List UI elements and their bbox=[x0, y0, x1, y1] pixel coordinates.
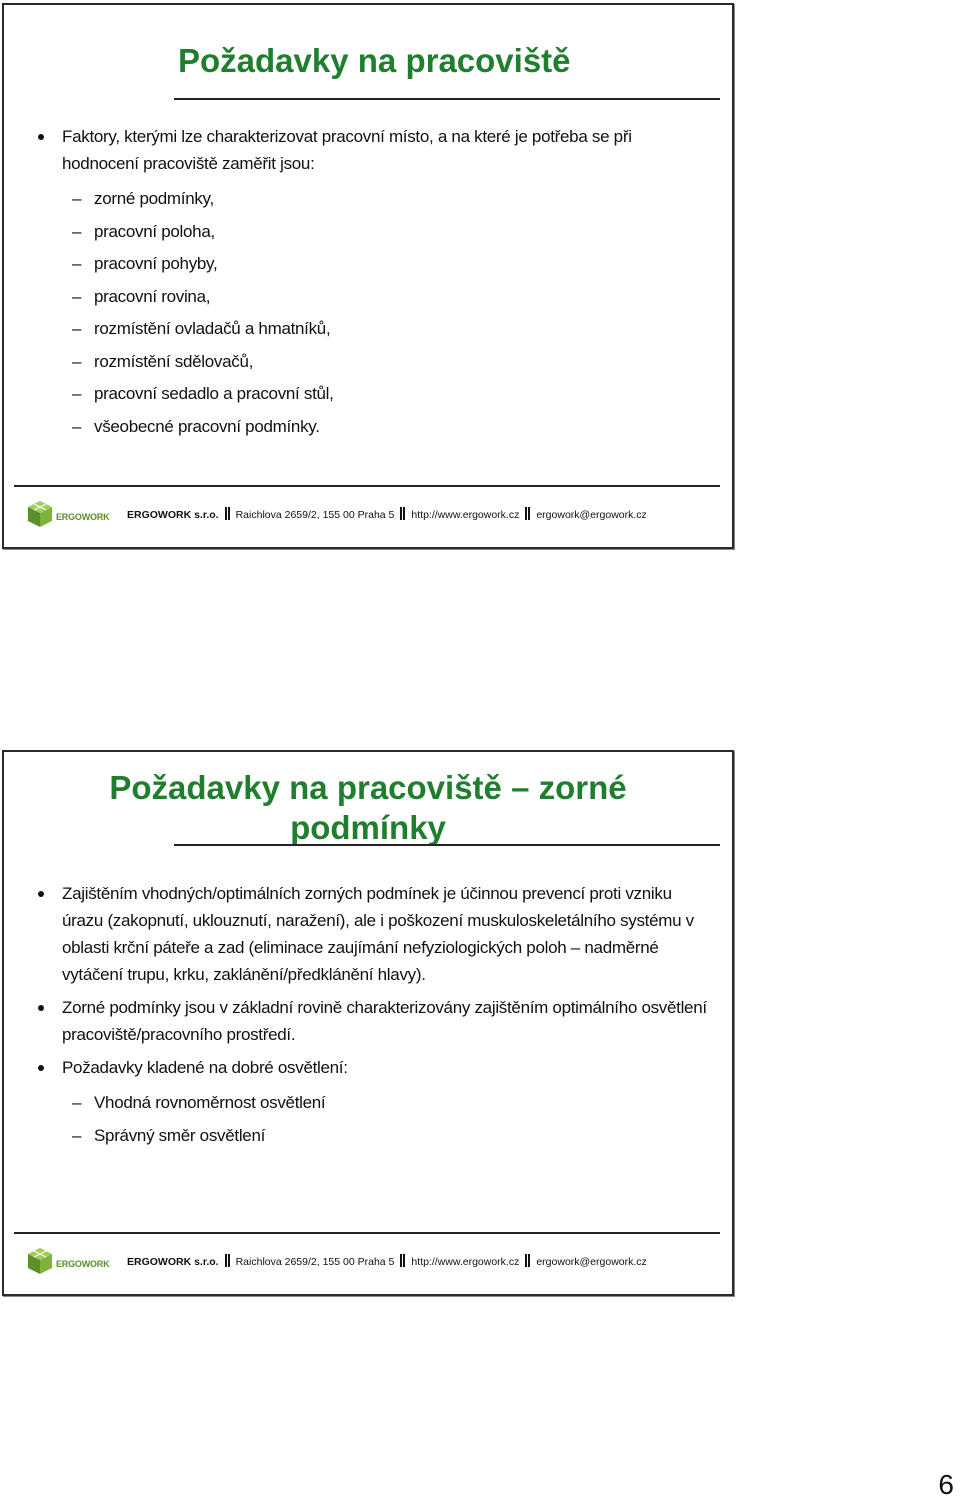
company-email: ergowork@ergowork.cz bbox=[536, 1256, 647, 1268]
ergowork-logo bbox=[26, 1246, 110, 1278]
company-name: ERGOWORK s.r.o. bbox=[127, 509, 219, 521]
slide-title: Požadavky na pracoviště bbox=[178, 42, 571, 79]
company-email: ergowork@ergowork.cz bbox=[536, 509, 647, 521]
sub-item: – Správný směr osvětlení bbox=[36, 1120, 712, 1153]
sub-item: – rozmístění ovladačů a hmatníků, bbox=[36, 313, 712, 346]
title-divider bbox=[174, 98, 720, 100]
cube-logo-icon bbox=[26, 499, 54, 529]
title-divider bbox=[174, 844, 720, 846]
sub-item: – pracovní sedadlo a pracovní stůl, bbox=[36, 378, 712, 411]
sub-item: – Vhodná rovnoměrnost osvětlení bbox=[36, 1087, 712, 1120]
slide-2 bbox=[2, 750, 734, 1296]
slide-body bbox=[36, 880, 712, 1152]
slide-title: Požadavky na pracoviště – zorné podmínky bbox=[109, 769, 627, 846]
cube-logo-icon bbox=[26, 1246, 54, 1276]
bullet-item: Požadavky kladené na dobré osvětlení: bbox=[36, 1054, 712, 1081]
slide-footer bbox=[4, 1232, 732, 1294]
logo-wordmark: ERGOWORK bbox=[56, 512, 110, 522]
sub-item: – pracovní rovina, bbox=[36, 281, 712, 314]
footer-divider bbox=[14, 1232, 720, 1234]
page-number: 6 bbox=[938, 1469, 954, 1500]
footer-contact bbox=[127, 507, 647, 521]
sub-item: – zorné podmínky, bbox=[36, 183, 712, 216]
ergowork-logo bbox=[26, 499, 110, 531]
sub-item: – rozmístění sdělovačů, bbox=[36, 346, 712, 379]
slide-1 bbox=[2, 3, 734, 549]
logo-wordmark: ERGOWORK bbox=[56, 1259, 110, 1269]
sub-item: – pracovní pohyby, bbox=[36, 248, 712, 281]
bullet-item: Zajištěním vhodných/optimálních zorných podmínek je účinnou prevencí proti vzniku úrazu (zakopnutí, uklouznutí, naražení), ale i poškození muskuloskeletálního systému v oblasti krční páteře a zad (eliminace zaujímání nefyziologických poloh – nadměrné vytáčení trupu, krku, zaklánění/předklánění hlavy). bbox=[36, 880, 712, 988]
company-address: Raichlova 2659/2, 155 00 Praha 5 bbox=[235, 509, 395, 521]
company-name: ERGOWORK s.r.o. bbox=[127, 1256, 219, 1268]
company-web: http://www.ergowork.cz bbox=[411, 509, 520, 521]
slide-body bbox=[36, 123, 712, 443]
sub-item: – pracovní poloha, bbox=[36, 216, 712, 249]
bullet-item: Zorné podmínky jsou v základní rovině charakterizovány zajištěním optimálního osvětlení pracoviště/pracovního prostředí. bbox=[36, 994, 712, 1048]
company-address: Raichlova 2659/2, 155 00 Praha 5 bbox=[235, 1256, 395, 1268]
footer-contact bbox=[127, 1254, 647, 1268]
slide-footer bbox=[4, 485, 732, 547]
company-web: http://www.ergowork.cz bbox=[411, 1256, 520, 1268]
footer-divider bbox=[14, 485, 720, 487]
sub-item: – všeobecné pracovní podmínky. bbox=[36, 411, 712, 444]
bullet-item: Faktory, kterými lze charakterizovat pracovní místo, a na které je potřeba se při hodnocení pracoviště zaměřit jsou: bbox=[36, 123, 712, 177]
